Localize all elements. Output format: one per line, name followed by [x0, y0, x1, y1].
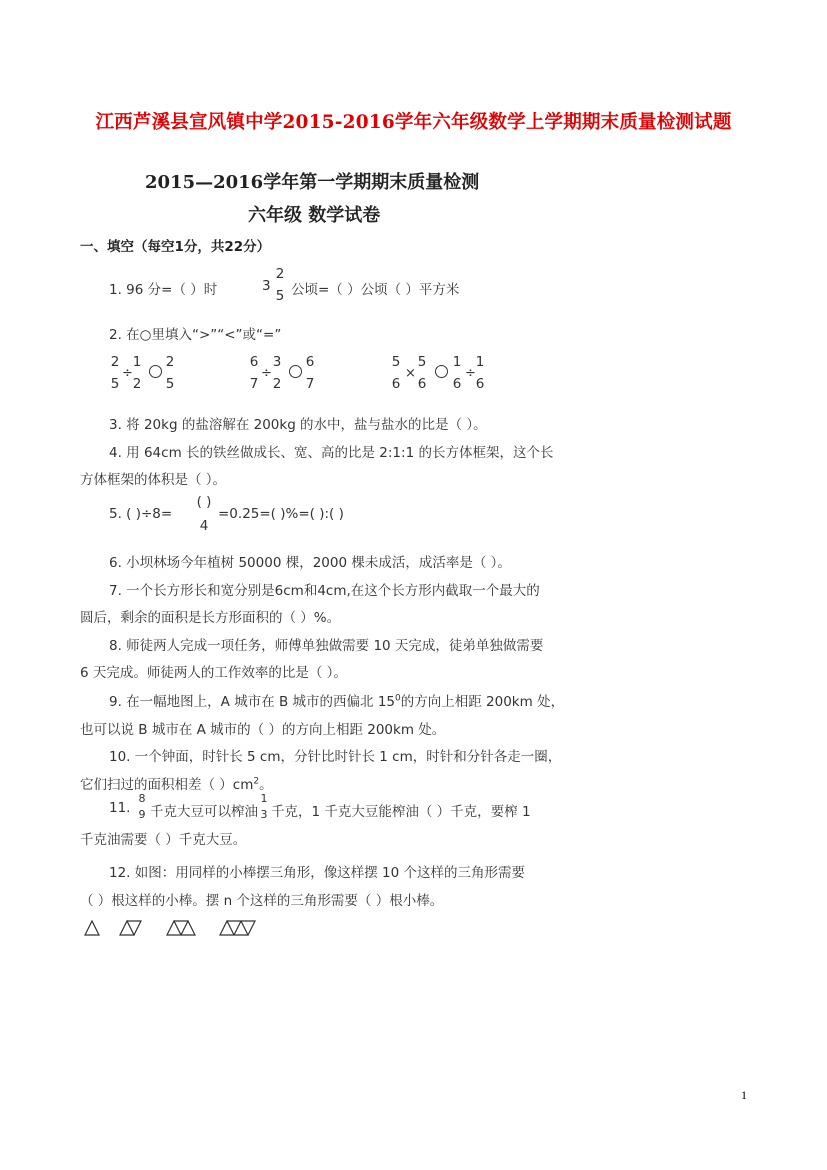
- question-9-text-b: 的方向上相距 200km 处，: [400, 694, 565, 710]
- question-2-text: 2. 在○里填入“>”“<”或“=”: [109, 327, 282, 343]
- denominator: 5: [165, 376, 175, 392]
- question-7-line-2: 圆后，剩余的面积是长方形面积的（ ）%。: [80, 610, 341, 626]
- triangles-4: [220, 921, 255, 935]
- divide-sign: ÷: [122, 366, 133, 381]
- denominator: 6: [452, 376, 462, 392]
- triangles-2: [120, 921, 141, 935]
- compare-circle[interactable]: [149, 365, 162, 378]
- question-10-line-1: 10. 一个钟面，时针长 5 cm，分针比时针长 1 cm，时针和分针各走一圈，: [109, 749, 562, 765]
- numerator: 5: [417, 354, 427, 370]
- question-5-part-a: 5. ( )÷8=: [109, 506, 173, 522]
- question-1-part-a: 1. 96 分=（ ）时: [109, 282, 218, 298]
- numerator: 1: [132, 354, 142, 370]
- question-8-line-1: 8. 师徒两人完成一项任务，师傅单独做需要 10 天完成，徒弟单独做需要: [109, 638, 544, 654]
- question-10-period: 。: [259, 777, 273, 793]
- question-6: 6. 小坝林场今年植树 50000 棵，2000 棵未成活，成活率是（ ）。: [109, 555, 511, 571]
- document-title: 江西芦溪县宣风镇中学2015-2016学年六年级数学上学期期末质量检测试题: [95, 112, 732, 133]
- denominator: 6: [475, 376, 485, 392]
- numerator: 6: [249, 354, 259, 370]
- exam-title: 2015—2016学年第一学期期末质量检测: [145, 172, 480, 193]
- multiply-sign: ×: [405, 366, 416, 381]
- denominator: 5: [110, 376, 120, 392]
- question-10-text: 它们扫过的面积相差（ ）cm: [80, 777, 254, 793]
- question-5-denominator: 4: [199, 518, 209, 534]
- question-11-line-2: 千克油需要（ ）千克大豆。: [80, 832, 247, 848]
- numerator: 6: [305, 354, 315, 370]
- question-11-text-b: 千克，1 千克大豆能榨油（ ）千克，要榨 1: [271, 804, 531, 820]
- numerator: 2: [275, 266, 285, 282]
- exam-subtitle: 六年级 数学试卷: [248, 205, 381, 226]
- question-5-part-b: =0.25=( )%=( ):( ): [218, 506, 344, 522]
- question-7-line-1: 7. 一个长方形长和宽分别是6cm和4cm,在这个长方形内截取一个最大的: [109, 583, 540, 599]
- denominator: 5: [275, 288, 285, 304]
- question-9-line-2: 也可以说 B 城市在 A 城市的（ ）的方向上相距 200km 处。: [80, 722, 446, 738]
- page-number: 1: [741, 1088, 747, 1102]
- question-11-text-a: 千克大豆可以榨油: [150, 804, 258, 820]
- denominator: 2: [272, 376, 282, 392]
- question-4-line-2: 方体框架的体积是（ ）。: [80, 472, 227, 488]
- triangle-sticks-figure: [80, 917, 270, 941]
- divide-sign: ÷: [465, 366, 476, 381]
- triangle-1: [85, 921, 99, 935]
- triangles-3: [167, 921, 195, 935]
- question-1-whole: 3: [262, 278, 271, 294]
- denominator: 6: [391, 376, 401, 392]
- numerator: 1: [260, 792, 268, 805]
- divide-sign: ÷: [261, 366, 272, 381]
- numerator: 3: [272, 354, 282, 370]
- denominator: 2: [132, 376, 142, 392]
- numerator: 2: [110, 354, 120, 370]
- question-12-line-1: 12. 如图：用同样的小棒摆三角形，像这样摆 10 个这样的三角形需要: [109, 865, 526, 881]
- numerator: 5: [391, 354, 401, 370]
- compare-circle[interactable]: [435, 365, 448, 378]
- denominator: 9: [138, 808, 146, 821]
- question-11-lead: 11.: [109, 800, 131, 816]
- question-12-line-2: （ ）根这样的小棒。摆 n 个这样的三角形需要（ ）根小棒。: [80, 893, 444, 909]
- compare-circle[interactable]: [289, 365, 302, 378]
- denominator: 6: [417, 376, 427, 392]
- question-3: 3. 将 20kg 的盐溶解在 200kg 的水中，盐与盐水的比是（ ）。: [109, 417, 487, 433]
- section-heading: 一、填空（每空1分，共22分）: [80, 239, 271, 255]
- denominator: 7: [249, 376, 259, 392]
- question-5-numerator: ( ): [196, 494, 212, 510]
- degree-mark: 0: [395, 693, 401, 704]
- denominator: 3: [260, 808, 268, 821]
- question-4-line-1: 4. 用 64cm 长的铁丝做成长、宽、高的比是 2:1:1 的长方体框架，这个长: [109, 445, 554, 461]
- numerator: 8: [138, 792, 146, 805]
- numerator: 1: [452, 354, 462, 370]
- question-8-line-2: 6 天完成。师徒两人的工作效率的比是（ ）。: [80, 665, 347, 681]
- question-10-line-2: [80, 773, 273, 793]
- question-9-line-1: [109, 690, 564, 710]
- numerator: 1: [475, 354, 485, 370]
- question-1-part-b: 公顷=（ ）公顷（ ）平方米: [291, 282, 460, 298]
- denominator: 7: [305, 376, 315, 392]
- question-9-text-a: 9. 在一幅地图上，A 城市在 B 城市的西偏北 15: [109, 694, 396, 710]
- square-mark: 2: [253, 776, 260, 787]
- numerator: 2: [165, 354, 175, 370]
